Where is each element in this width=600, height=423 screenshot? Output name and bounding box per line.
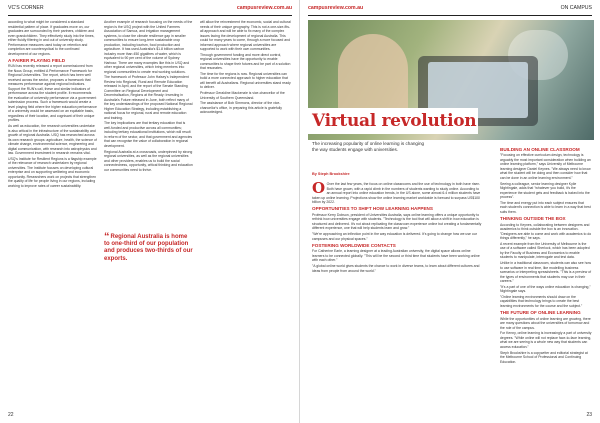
paragraph: The time and energy put into each subject ensures that each student's connection is able to learn in a way that best suits them. xyxy=(500,200,591,214)
site-url[interactable]: campusreview.com.au xyxy=(236,5,292,11)
paragraph: The time for the regions is now. Regional universities can build a more connected approach to higher education that will benefit all Australians. Regional universities stand ready to deliver. xyxy=(200,71,291,90)
author-bio: Professor Geraldine Mackenzie is vice-chancellor of the University of Southern Queensland. xyxy=(200,91,285,100)
quote-mark-icon: “ xyxy=(104,231,110,243)
paragraph: Another example of research focusing on the needs of the region is the USQ project with the United Farmers Association of Samoa, and irrigation management systems, to close the climate resilience gap in smaller communities to ensure long-term sustainable crop production, including tourism, food production and agriculture. It has used Australia's $1.8 billion carbon industry more than 450 gigalitres of water, which is equivalent to 90 per cent of the volume of Sydney Harbour. There are many examples like this in USQ and other regional universities, which bring members into regional communities to create real working solutions. xyxy=(104,20,193,74)
article-column-2 xyxy=(104,20,193,225)
paragraph: While the opportunities of online learning are growing, there are many questions about the universities of tomorrow and the role of the campus. xyxy=(500,316,591,330)
paragraph: "It's a part of one of the ways online education is changing," Nightingale says. xyxy=(500,284,591,294)
acknowledgement: The assistance of Bob Simmons, director of the vice-chancellor's office, in preparing this article is gratefully acknowledged. xyxy=(200,101,282,115)
paragraph: The framework of Professor John Halsey's Independent Review into Regional, Rural and Remote Education released in April, and the report of the Senate Standing Committee on Regional Development and Decentralisation, Regions at the Ready: Investing in Australia's Future released in June, both reflect many of the key understandings of the proposed National Regional Higher Education Strategy, including establishing a national focus for regional, rural and remote education and training. xyxy=(104,75,193,120)
paragraph: "Focusing on effective curriculum design, technology is arguably the most important consideration when building an online learning platform," says University of Melbourne learning designer Daniel Keynes. "We always need to know what the student will be doing and then consider how that can be done in an online learning environment." xyxy=(500,153,591,180)
subheading: A FAIRER PLAYING FIELD xyxy=(8,57,66,63)
subheading: FOSTERING WORLDWIDE CONTACTS xyxy=(312,242,396,248)
site-url[interactable]: campusreview.com.au xyxy=(308,5,364,11)
header-rule xyxy=(8,15,292,16)
paragraph: For Catherine Earle, a learning designer at a leading Australian university, the digital space allows online learners to be connected globally. "This will be the second or third time that students have been working online with each other." xyxy=(312,249,480,263)
subheading: THE FUTURE OF ONLINE LEARNING xyxy=(500,310,581,316)
subheading: BUILDING AN ONLINE CLASSROOM xyxy=(500,146,580,152)
paragraph: A recent example from the University of Melbourne is the use of a software called Sherlock, which has been adopted by the Faculty of Business and Economics to enable students to manipulate, interrogate and test data. xyxy=(500,241,590,260)
article-body xyxy=(312,179,482,410)
article-title: Virtual revolution xyxy=(312,111,477,131)
section-label: VC'S CORNER xyxy=(8,5,44,11)
page-number: 22 xyxy=(8,412,14,418)
author-bio: Steph Brookshire is a copywriter and editorial strategist at the Melbourne School of Professional and Continuing Education. xyxy=(500,350,588,364)
paragraph: The key implications are that tertiary education that is well-funded and productive across all communities; including tertiary educational institutions, which will result in reform of the sector, and that government and agencies that can recognise the value of collaboration in regional development. xyxy=(104,121,193,148)
subheading: OPPORTUNITIES TO SHIFT HOW LEARNING HAPPENS xyxy=(312,206,433,212)
paragraph: "Online learning environments should draw on the capabilities that technology brings to create the best learning environments for the course and the subject." xyxy=(500,294,583,308)
drop-cap: O xyxy=(312,179,326,197)
paragraph: As well as education, the research universities undertake is also critical in the infrastructure of the sustainability and growth of regional Australia. USQ has researched across its own research groups: agriculture, health, the science of climate change, environmental science, engineering and digital communication, with research into astrophysics and law. Government investment in research remains vital. xyxy=(8,124,97,156)
paragraph: RUN has recently released a report commissioned from the Nous Group, entitled A Performance Framework for Regional Universities. The report, which has been well received across the sector, proposes a framework that measures performance against regional indicators. Support the RUN's call, these and similar indicators of performance across the student profile. It recommends the evaluation of university performance via a government submission process. Such a framework would create a level playing field where the higher education performance of a university would be assessed on an equitable basis, regardless of their location, and cognisant of their unique profiles. xyxy=(8,64,97,123)
paragraph: "A global online world gives students the chance to work in diverse teams, to learn about different cultures and ideas from people from around the world." xyxy=(312,264,480,273)
right-page xyxy=(300,0,600,423)
subheading: THINKING OUTSIDE THE BOX xyxy=(500,216,566,222)
page-number: 23 xyxy=(586,412,592,418)
lead-paragraph: O Over the last few years, the focus on online classrooms and the use of technology in both have risen. Both have grown, with a rapid climb in the numbers of students wanting to study online. According to an annual report into online education trends, in the US alone, some almost 6.4 million students have taken up online learning. Projections show the online learning market worldwide is forecast to surpass US$100 billion by 2022. xyxy=(312,179,481,204)
byline: By Steph Brookshire xyxy=(312,172,350,176)
article-column-3 xyxy=(200,20,292,410)
article-sidebar-column xyxy=(500,145,592,410)
paragraph: USQ's Institute for Resilient Regions is a flagship example of the relevance of research undertaken by regional universities. The Institute focuses on developing cultural enterprise and on supporting wellbeing and economic opportunity. Researchers work on projects that strengthen the quality of life for people living in our regions, including working to improve rates of career sustainability. xyxy=(8,156,97,188)
paragraph: According to Keynes, collaborating between designers and academics to think outside the box is an innovation. "Designers are able to come and work with academics to do things differently," he says. xyxy=(500,222,592,241)
paragraph: Regional Australia at a crossroads, underpinned by strong regional universities, as well as the regional universities and other providers, enables us to build the social connectedness, opportunity, critical thinking and education our communities need to thrive. xyxy=(104,149,193,172)
paragraph: Seeing a colleague, senior learning designer Kylie Nightingale, adds that "whatever you build, it's the experience the student gets and feedback is baked into the process". xyxy=(500,181,590,200)
header-rule xyxy=(308,15,592,16)
pull-quote: “Regional Australia is home to one-third of our population and produces two-thirds of our exports. xyxy=(104,231,193,262)
paragraph: Professor Kerry Dobson, president of Universities Australia, says online learning offers a unique opportunity to rethink how universities engage with students. "Technology is the tool that will allow a shift in how education is structured and delivered. It's not about replicating the classroom experience online but creating a fundamentally different experience, one that will help students learn and grow." xyxy=(312,212,482,231)
paragraph: will allow the reinvestment the economic, social and cultural needs of their unique geography. This is not a one-size-fits-all approach and will be able to fix many of the complex issues facing the development of regional Australia. This could for many years to come, through a more focused and informed approach where regional universities are supported to work with their own communities. xyxy=(200,20,291,51)
paragraph: For Kenny, online learning is increasingly a part of university degrees. "While online will not replace face-to-face learning, what we are seeing is a whole new way that students can access education." xyxy=(500,331,592,349)
article-column-1 xyxy=(8,20,97,410)
paragraph: Through government funding and more direct control, regional universities have the opportunity to enable communities to shape their futures and be part of a solution that resonates. xyxy=(200,52,291,71)
paragraph: "We're approaching an inflection point in the way education is delivered. It's going to change how we use our campuses and our physical spaces." xyxy=(312,232,477,241)
standfirst: The increasing popularity of online learning is changing the way students engage with universities. xyxy=(312,141,425,152)
section-label: ON CAMPUS xyxy=(560,5,592,11)
paragraph: Unlike in a traditional classroom, students can also see how to use software in real time, like modelling business scenarios or interpreting spreadsheets. "This is a preview of the types of environments that students may use in their careers." xyxy=(500,261,592,284)
paragraph: according to what might be considered a standard residential pattern of place. If graduates move on, our graduates are surrounded by their partners, children and even grandchildren. They effectively study into the times, either fluidly filtering in and out of university study. Performance measures used today on retention and completion are countercyclical to the continued development of our regions. xyxy=(8,20,95,56)
